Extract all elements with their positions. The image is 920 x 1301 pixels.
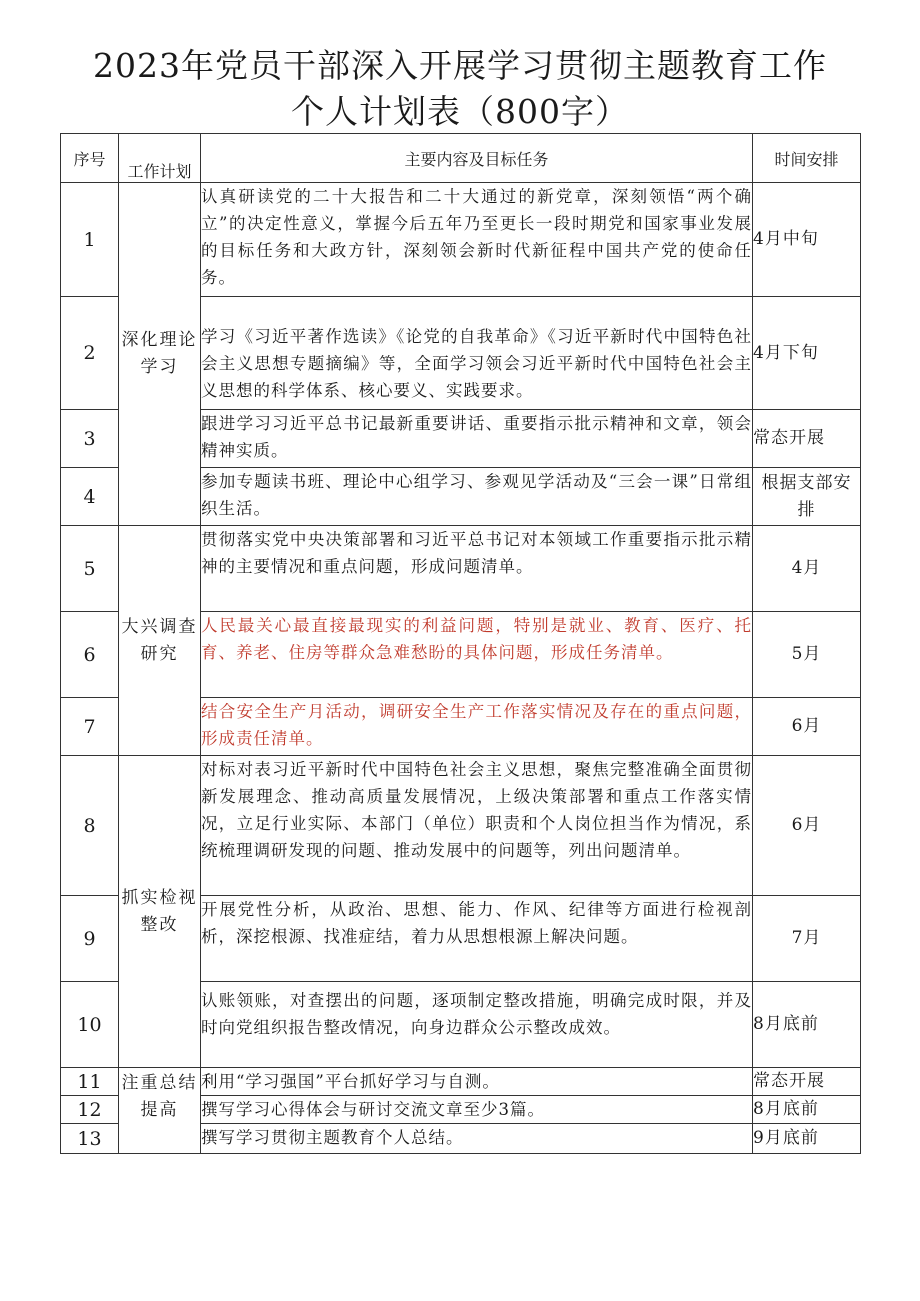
row-content: 利用“学习强国”平台抓好学习与自测。: [201, 1068, 753, 1096]
row-seq: 2: [61, 297, 119, 410]
row-seq: 1: [61, 183, 119, 297]
row-seq: 13: [61, 1124, 119, 1154]
row-seq: 9: [61, 896, 119, 982]
row-time: 常态开展: [753, 410, 861, 468]
header-plan: 工作计划: [119, 134, 201, 183]
row-content: 撰写学习贯彻主题教育个人总结。: [201, 1124, 753, 1154]
row-seq: 4: [61, 468, 119, 526]
row-content-highlighted: 结合安全生产月活动，调研安全生产工作落实情况及存在的重点问题，形成责任清单。: [201, 698, 753, 756]
table-header-row: [61, 134, 861, 183]
category-review: 抓实检视整改: [119, 756, 201, 1068]
row-seq: 6: [61, 612, 119, 698]
row-time: 4月下旬: [753, 297, 861, 410]
document-title-line2: 个人计划表（800字）: [291, 92, 629, 131]
row-content: 对标对表习近平新时代中国特色社会主义思想，聚焦完整准确全面贯彻新发展理念、推动高质量发展情况，上级决策部署和重点工作落实情况，立足行业实际、本部门（单位）职责和个人岗位担当作为情况，系统梳理调研发现的问题、推动发展中的问题等，列出问题清单。: [201, 756, 753, 896]
row-seq: 12: [61, 1096, 119, 1124]
row-time: 7月: [753, 896, 861, 982]
category-research: 大兴调查研究: [119, 526, 201, 756]
row-content: 学习《习近平著作选读》《论党的自我革命》《习近平新时代中国特色社会主义思想专题摘编》等，全面学习领会习近平新时代中国特色社会主义思想的科学体系、核心要义、实践要求。: [201, 297, 753, 410]
table-row: [61, 756, 861, 896]
row-time: 6月: [753, 756, 861, 896]
header-content: 主要内容及目标任务: [201, 134, 753, 183]
table-row: [61, 183, 861, 297]
row-content: 认账领账，对查摆出的问题，逐项制定整改措施，明确完成时限，并及时向党组织报告整改情况，向身边群众公示整改成效。: [201, 982, 753, 1068]
row-time: 8月底前: [753, 982, 861, 1068]
row-content: 撰写学习心得体会与研讨交流文章至少3篇。: [201, 1096, 753, 1124]
row-time: 常态开展: [753, 1068, 861, 1096]
category-summary: 注重总结提高: [119, 1068, 201, 1154]
row-time: 4月中旬: [753, 183, 861, 297]
row-content: 认真研读党的二十大报告和二十大通过的新党章，深刻领悟“两个确立”的决定性意义，掌握今后五年乃至更长一段时期党和国家事业发展的目标任务和大政方针，深刻领会新时代新征程中国共产党的使命任务。: [201, 183, 753, 297]
row-time: 4月: [753, 526, 861, 612]
row-time: 5月: [753, 612, 861, 698]
row-seq: 11: [61, 1068, 119, 1096]
row-content: 贯彻落实党中央决策部署和习近平总书记对本领域工作重要指示批示精神的主要情况和重点问题，形成问题清单。: [201, 526, 753, 612]
plan-table: [60, 133, 861, 1154]
category-theory: 深化理论学习: [119, 183, 201, 526]
row-seq: 5: [61, 526, 119, 612]
row-time: 6月: [753, 698, 861, 756]
row-content: 跟进学习习近平总书记最新重要讲话、重要指示批示精神和文章，领会精神实质。: [201, 410, 753, 468]
header-time: 时间安排: [753, 134, 861, 183]
table-row: [61, 1068, 861, 1096]
table-row: [61, 526, 861, 612]
row-content: 开展党性分析，从政治、思想、能力、作风、纪律等方面进行检视剖析，深挖根源、找准症结，着力从思想根源上解决问题。: [201, 896, 753, 982]
row-content-highlighted: 人民最关心最直接最现实的利益问题，特别是就业、教育、医疗、托育、养老、住房等群众急难愁盼的具体问题，形成任务清单。: [201, 612, 753, 698]
document-title-line1: 2023年党员干部深入开展学习贯彻主题教育工作: [93, 46, 827, 85]
row-time: 8月底前: [753, 1096, 861, 1124]
row-seq: 10: [61, 982, 119, 1068]
header-seq: 序号: [61, 134, 119, 183]
row-time: 根据支部安排: [753, 468, 861, 526]
row-seq: 8: [61, 756, 119, 896]
row-content: 参加专题读书班、理论中心组学习、参观见学活动及“三会一课”日常组织生活。: [201, 468, 753, 526]
row-seq: 3: [61, 410, 119, 468]
row-seq: 7: [61, 698, 119, 756]
row-time: 9月底前: [753, 1124, 861, 1154]
